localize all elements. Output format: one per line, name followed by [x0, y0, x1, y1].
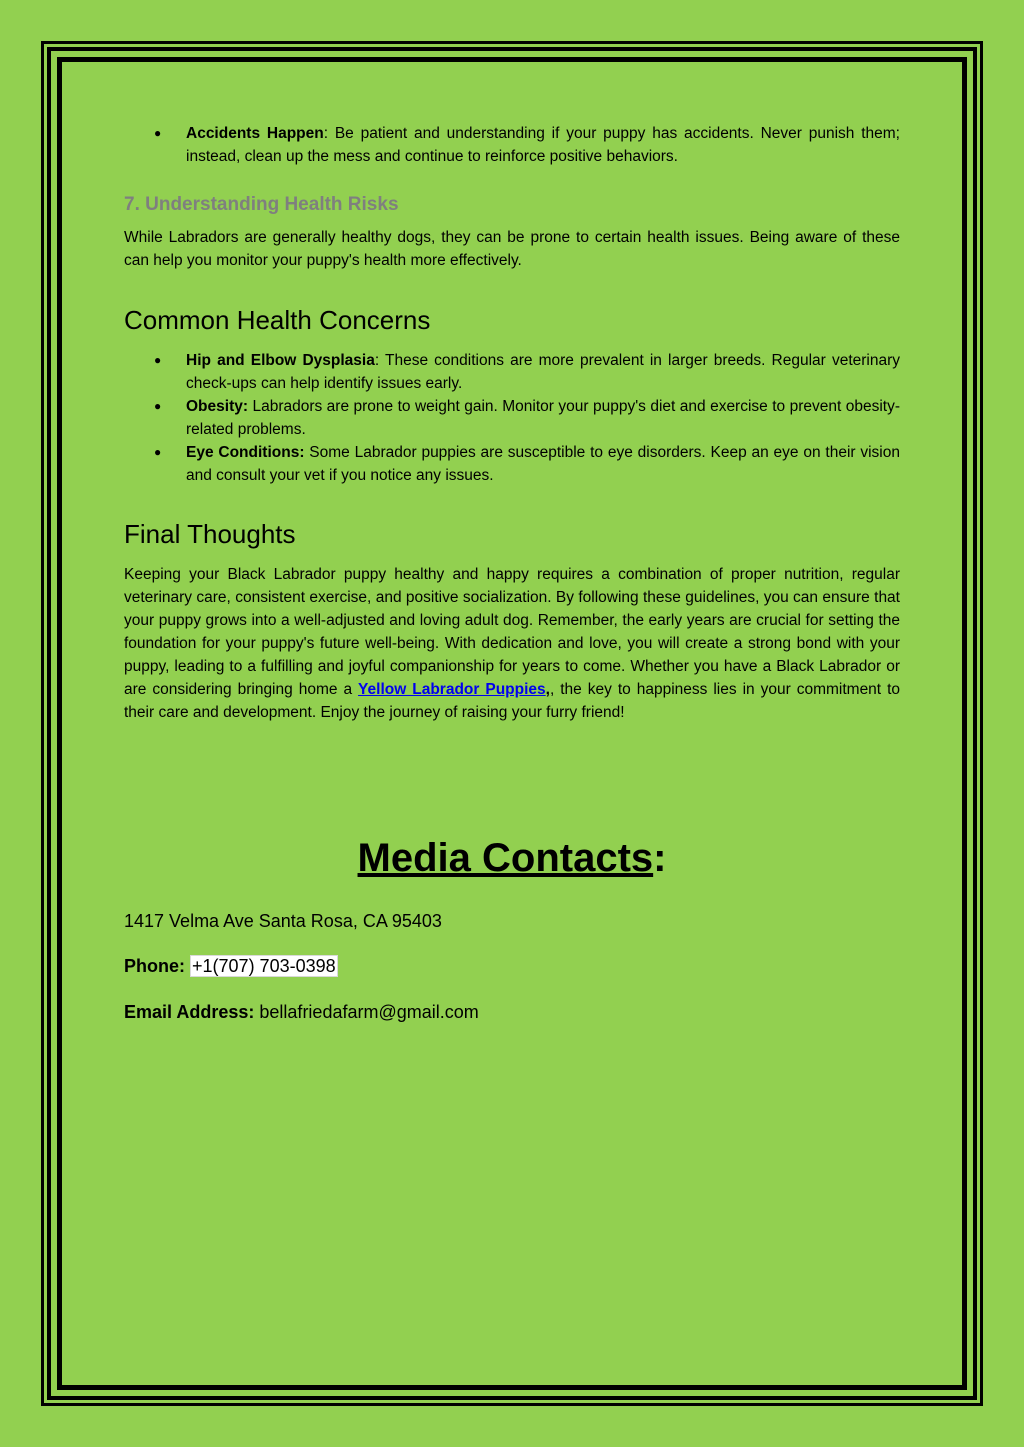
- list-item: [124, 395, 900, 441]
- media-title-text: Media Contacts: [357, 836, 654, 880]
- item-title: Accidents Happen: [186, 125, 324, 142]
- address: 1417 Velma Ave Santa Rosa, CA 95403: [124, 911, 442, 931]
- item-text: : These conditions are more prevalent in larger breeds. Regular veterinary check-ups can help identify issues early.: [186, 352, 900, 392]
- item-title: Hip and Elbow Dysplasia: [186, 352, 375, 369]
- item-title: Eye Conditions:: [186, 444, 305, 461]
- comma: ,: [545, 681, 550, 698]
- item-text: Some Labrador puppies are susceptible to eye disorders. Keep an eye on their vision and consult your vet if you notice any issues.: [186, 444, 900, 484]
- media-title-colon: :: [653, 836, 667, 880]
- phone-label: Phone:: [124, 956, 185, 976]
- bullet-icon: ●: [154, 126, 162, 140]
- email-label: Email Address:: [124, 1002, 255, 1022]
- accidents-list: [124, 122, 900, 168]
- final-text-after: , the key to happiness lies in your commitment to their care and development. Enjoy the journey of raising your furry friend!: [124, 681, 900, 721]
- item-text: : Be patient and understanding if your puppy has accidents. Never punish them; instead, clean up the mess and continue to reinforce positive behaviors.: [186, 125, 900, 165]
- section-heading: 7. Understanding Health Risks: [124, 194, 399, 215]
- list-item: [124, 349, 900, 395]
- yellow-labrador-link[interactable]: Yellow Labrador Puppies: [358, 681, 546, 698]
- email-line: [124, 1002, 479, 1023]
- item-title: Obesity:: [186, 398, 249, 415]
- bullet-icon: ●: [154, 353, 162, 367]
- final-paragraph: [124, 563, 900, 724]
- bullet-icon: ●: [154, 445, 162, 459]
- media-contacts-title: [124, 836, 900, 881]
- final-heading: Final Thoughts: [124, 519, 296, 549]
- list-item: [124, 122, 900, 168]
- final-text-before: Keeping your Black Labrador puppy healthy and happy requires a combination of proper nutrition, regular veterinary care, consistent exercise, and positive socialization. By following these guidelines, you can ensure that your puppy grows into a well-adjusted and loving adult dog. Remember, the early years are crucial for setting the foundation for your puppy's future well-being. With dedication and love, you will create a strong bond with your puppy, leading to a fulfilling and joyful companionship for years to come. Whether you have a Black Labrador or are considering bringing home a: [124, 566, 900, 698]
- phone-number[interactable]: +1(707) 703-0398: [192, 956, 336, 976]
- item-text: Labradors are prone to weight gain. Monitor your puppy's diet and exercise to prevent obesity-related problems.: [186, 398, 900, 438]
- phone-line: [124, 956, 338, 977]
- health-list: [124, 349, 900, 487]
- health-heading: Common Health Concerns: [124, 305, 431, 335]
- list-item: [124, 441, 900, 487]
- bullet-icon: ●: [154, 399, 162, 413]
- email-address[interactable]: bellafriedafarm@gmail.com: [259, 1002, 479, 1022]
- section-paragraph: While Labradors are generally healthy dogs, they can be prone to certain health issues. Being aware of these can help you monitor your puppy's health more effectively.: [124, 229, 900, 269]
